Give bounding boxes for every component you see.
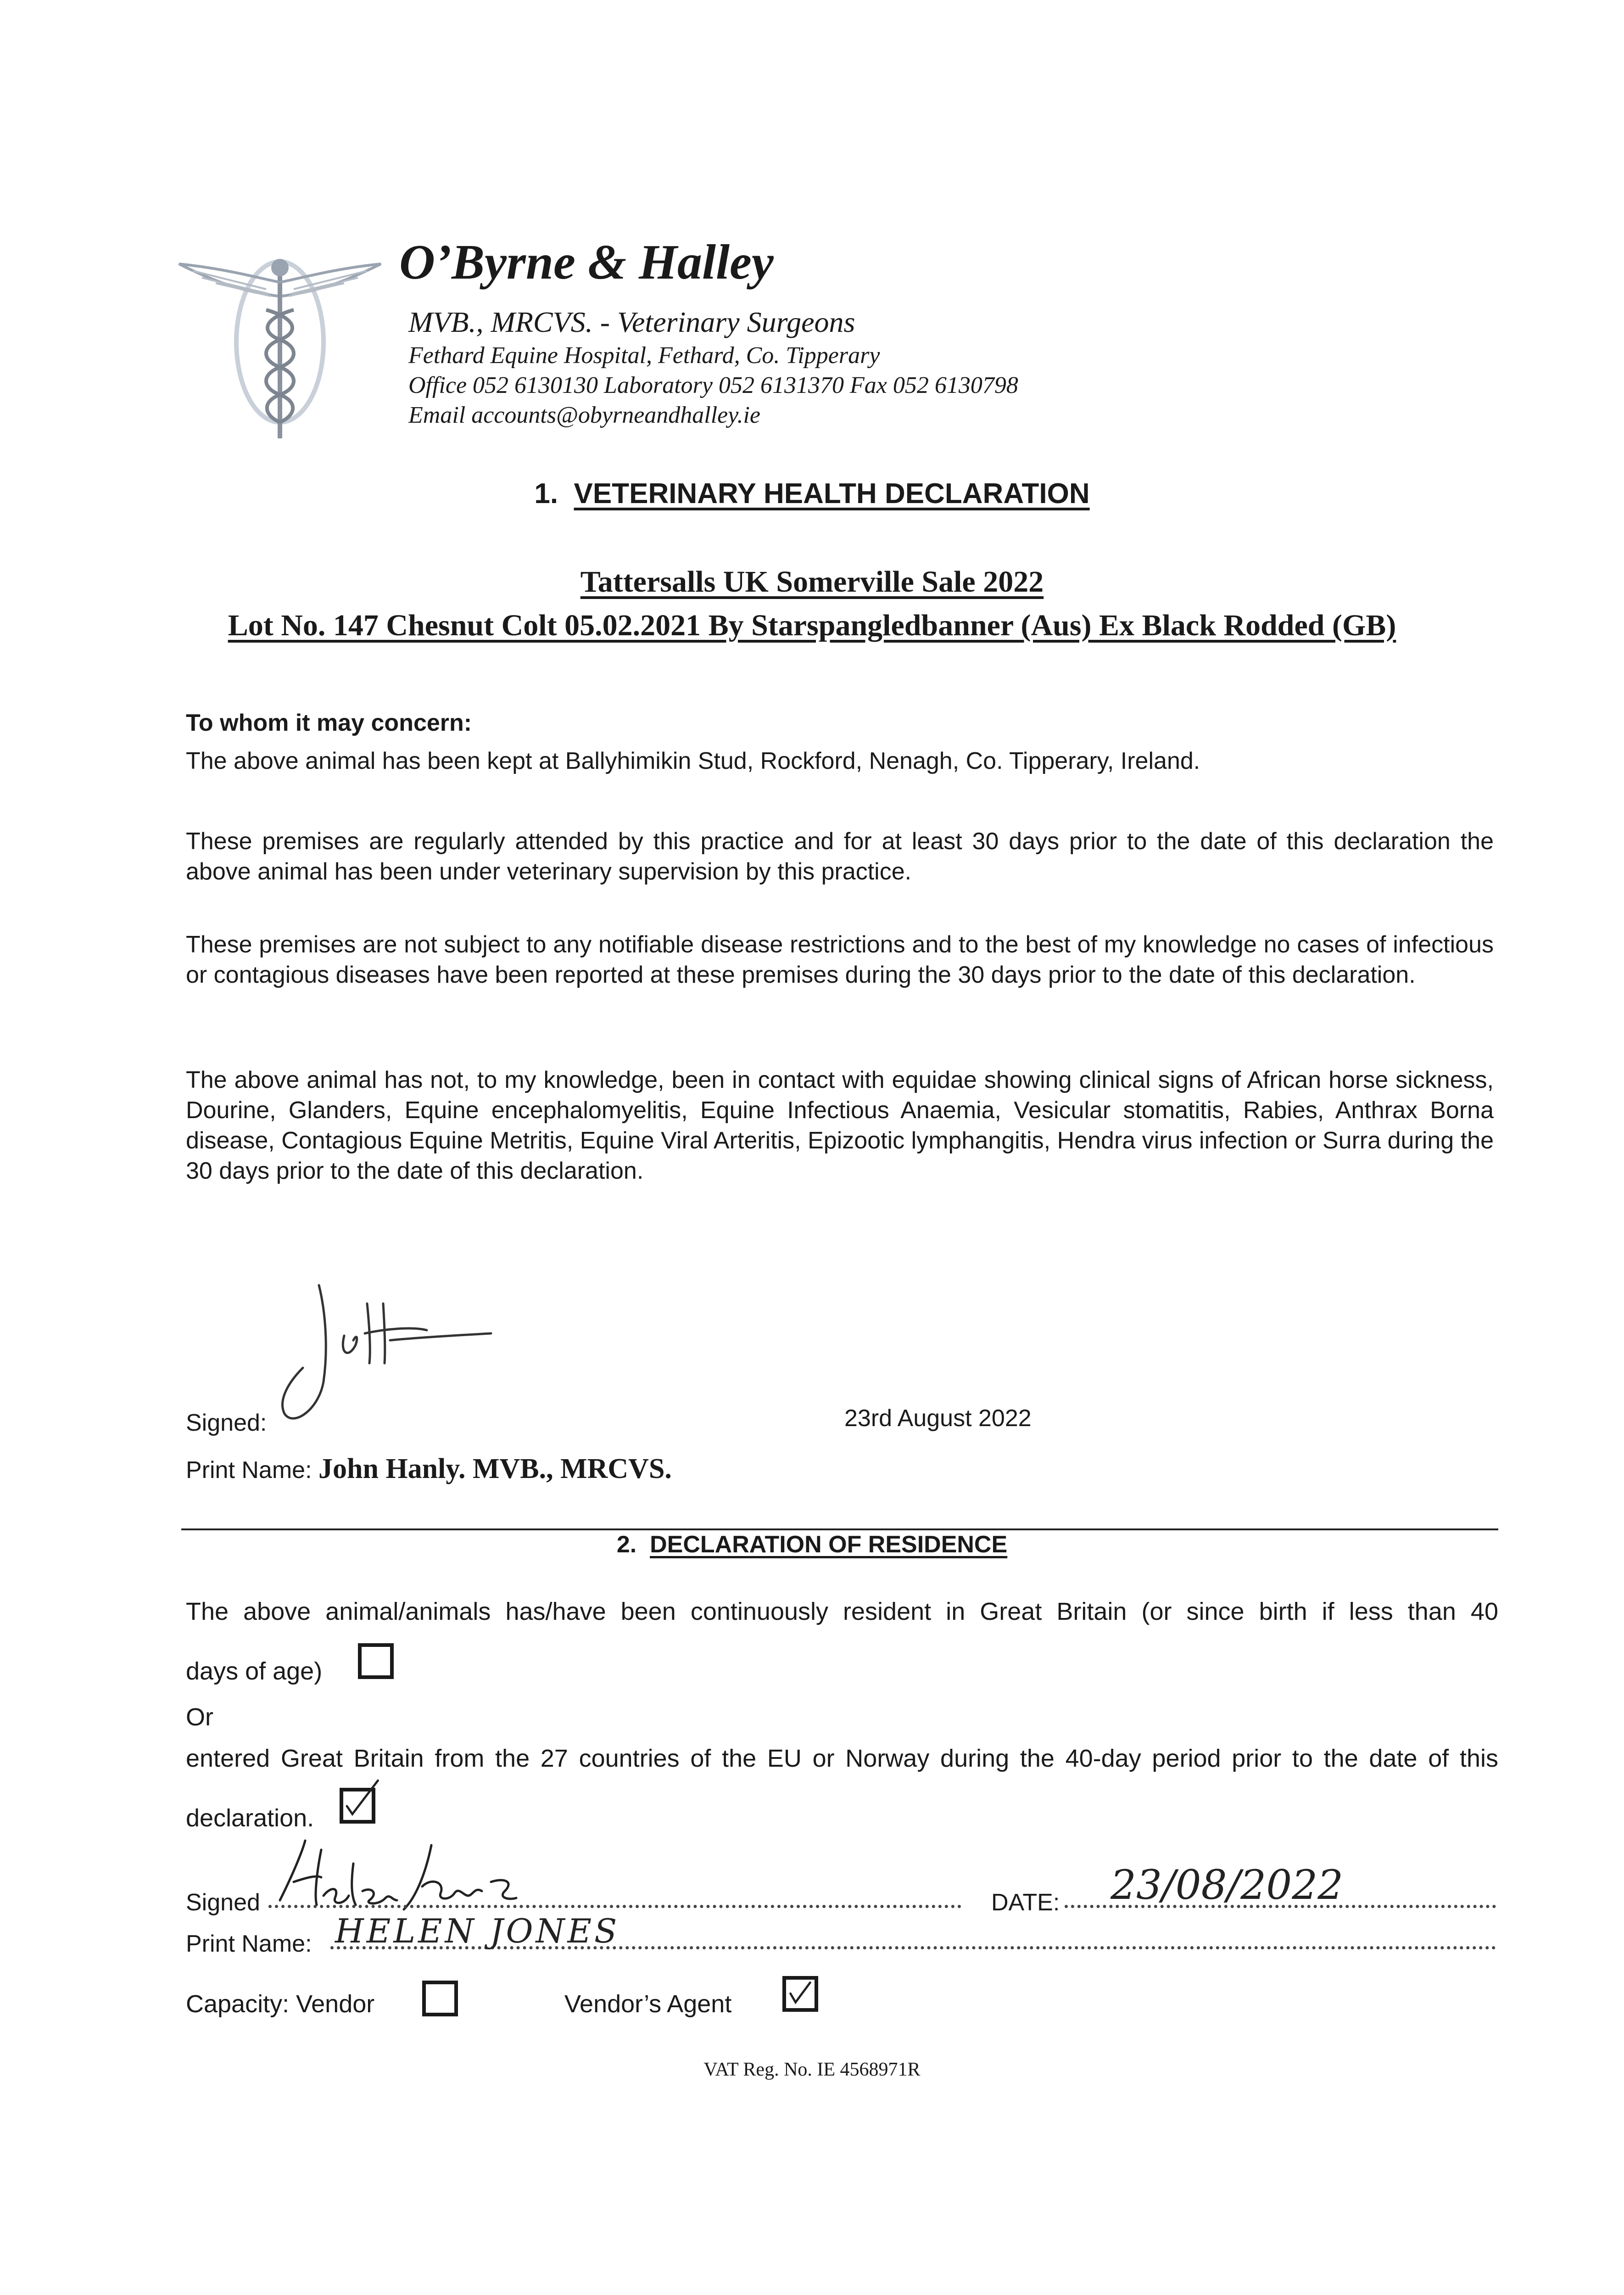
residence-text-line-3: entered Great Britain from the 27 countries of the EU or Norway during the 40-day period prior to the date of this [186,1745,1498,1772]
vet-signed-label: Signed: [186,1410,267,1436]
section1-heading [0,477,1624,510]
vendor-print-name-label: Print Name: [186,1931,312,1957]
vet-print-name: John Hanly. MVB., MRCVS. [318,1453,672,1484]
section1-number: 1. [534,478,558,509]
signature-dotted-line [268,1905,961,1908]
salutation: To whom it may concern: [186,710,472,736]
vet-print-name-label: Print Name: [186,1457,312,1483]
checkmark-icon [786,1980,815,2008]
vet-sign-date: 23rd August 2022 [844,1405,1032,1432]
paragraph-supervision: These premises are regularly attended by this practice and for at least 30 days prior to the date of this declaration the above animal has been under veterinary supervision by this practice. [186,828,1494,885]
paragraph-restrictions: These premises are not subject to any notifiable disease restrictions and to the best of my knowledge no cases of infectious or contagious diseases have been reported at these premises during the 30 days prior to the date of this declaration. [186,931,1494,988]
sale-title: Tattersalls UK Somerville Sale 2022 [580,565,1044,599]
section2-title: DECLARATION OF RESIDENCE [650,1531,1008,1558]
vendor-signed-label: Signed [186,1889,260,1916]
paragraph-diseases: The above animal has not, to my knowledge, been in contact with equidae showing clinical signs of African horse sickness, Dourine, Glanders, Equine encephalomyelitis, Equine Infectious Anaemia, Vesicular stomatitis, Rabies, Anthrax Borna disease, Contagious Equine Metritis, Equine Viral Arteritis, Epizootic lymphangitis, Hendra virus infection or Surra during the 30 days prior to the date of this declaration. [186,1067,1494,1184]
handwritten-print-name[interactable]: HELEN JONES [335,1912,620,1950]
section1-title: VETERINARY HEALTH DECLARATION [574,478,1090,509]
vet-signature [275,1276,496,1432]
date-label: DATE: [991,1889,1060,1916]
residence-text-line-2: days of age) [186,1657,323,1685]
section2-heading [0,1531,1624,1558]
section-divider [181,1528,1498,1530]
firm-email: Email accounts@obyrneandhalley.ie [408,402,760,428]
firm-name: O’Byrne & Halley [399,235,774,290]
caduceus-logo-icon [174,250,385,443]
checkmark-icon [343,1791,372,1820]
paragraph-kept-at: The above animal has been kept at Ballyhimikin Stud, Rockford, Nenagh, Co. Tipperary, Ireland. [186,748,1200,774]
lot-line: Lot No. 147 Chesnut Colt 05.02.2021 By Starspangledbanner (Aus) Ex Black Rodded (GB) [228,609,1396,642]
residence-text-line-4: declaration. [186,1804,314,1832]
vendors-agent-checkbox[interactable] [782,1976,818,2012]
resident-checkbox[interactable] [358,1643,394,1679]
residence-text-line-1: The above animal/animals has/have been continuously resident in Great Britain (or since birth if less than 40 [186,1598,1498,1625]
vet-print-name-line [186,1453,672,1485]
firm-phone: Office 052 6130130 Laboratory 052 6131370 Fax 052 6130798 [408,372,1018,398]
entered-gb-checkbox[interactable] [340,1788,375,1824]
vendors-agent-label: Vendor’s Agent [564,1990,732,2018]
section2-number: 2. [616,1531,637,1558]
handwritten-date[interactable]: 23/08/2022 [1111,1861,1344,1909]
or-label: Or [186,1703,213,1731]
vat-registration: VAT Reg. No. IE 4568971R [703,2059,921,2080]
vendor-checkbox[interactable] [422,1981,458,2016]
capacity-vendor-label: Capacity: Vendor [186,1990,375,2018]
firm-address: Fethard Equine Hospital, Fethard, Co. Tipperary [408,342,880,369]
firm-subtitle: MVB., MRCVS. - Veterinary Surgeons [408,306,855,338]
vendor-signature [266,1831,560,1923]
